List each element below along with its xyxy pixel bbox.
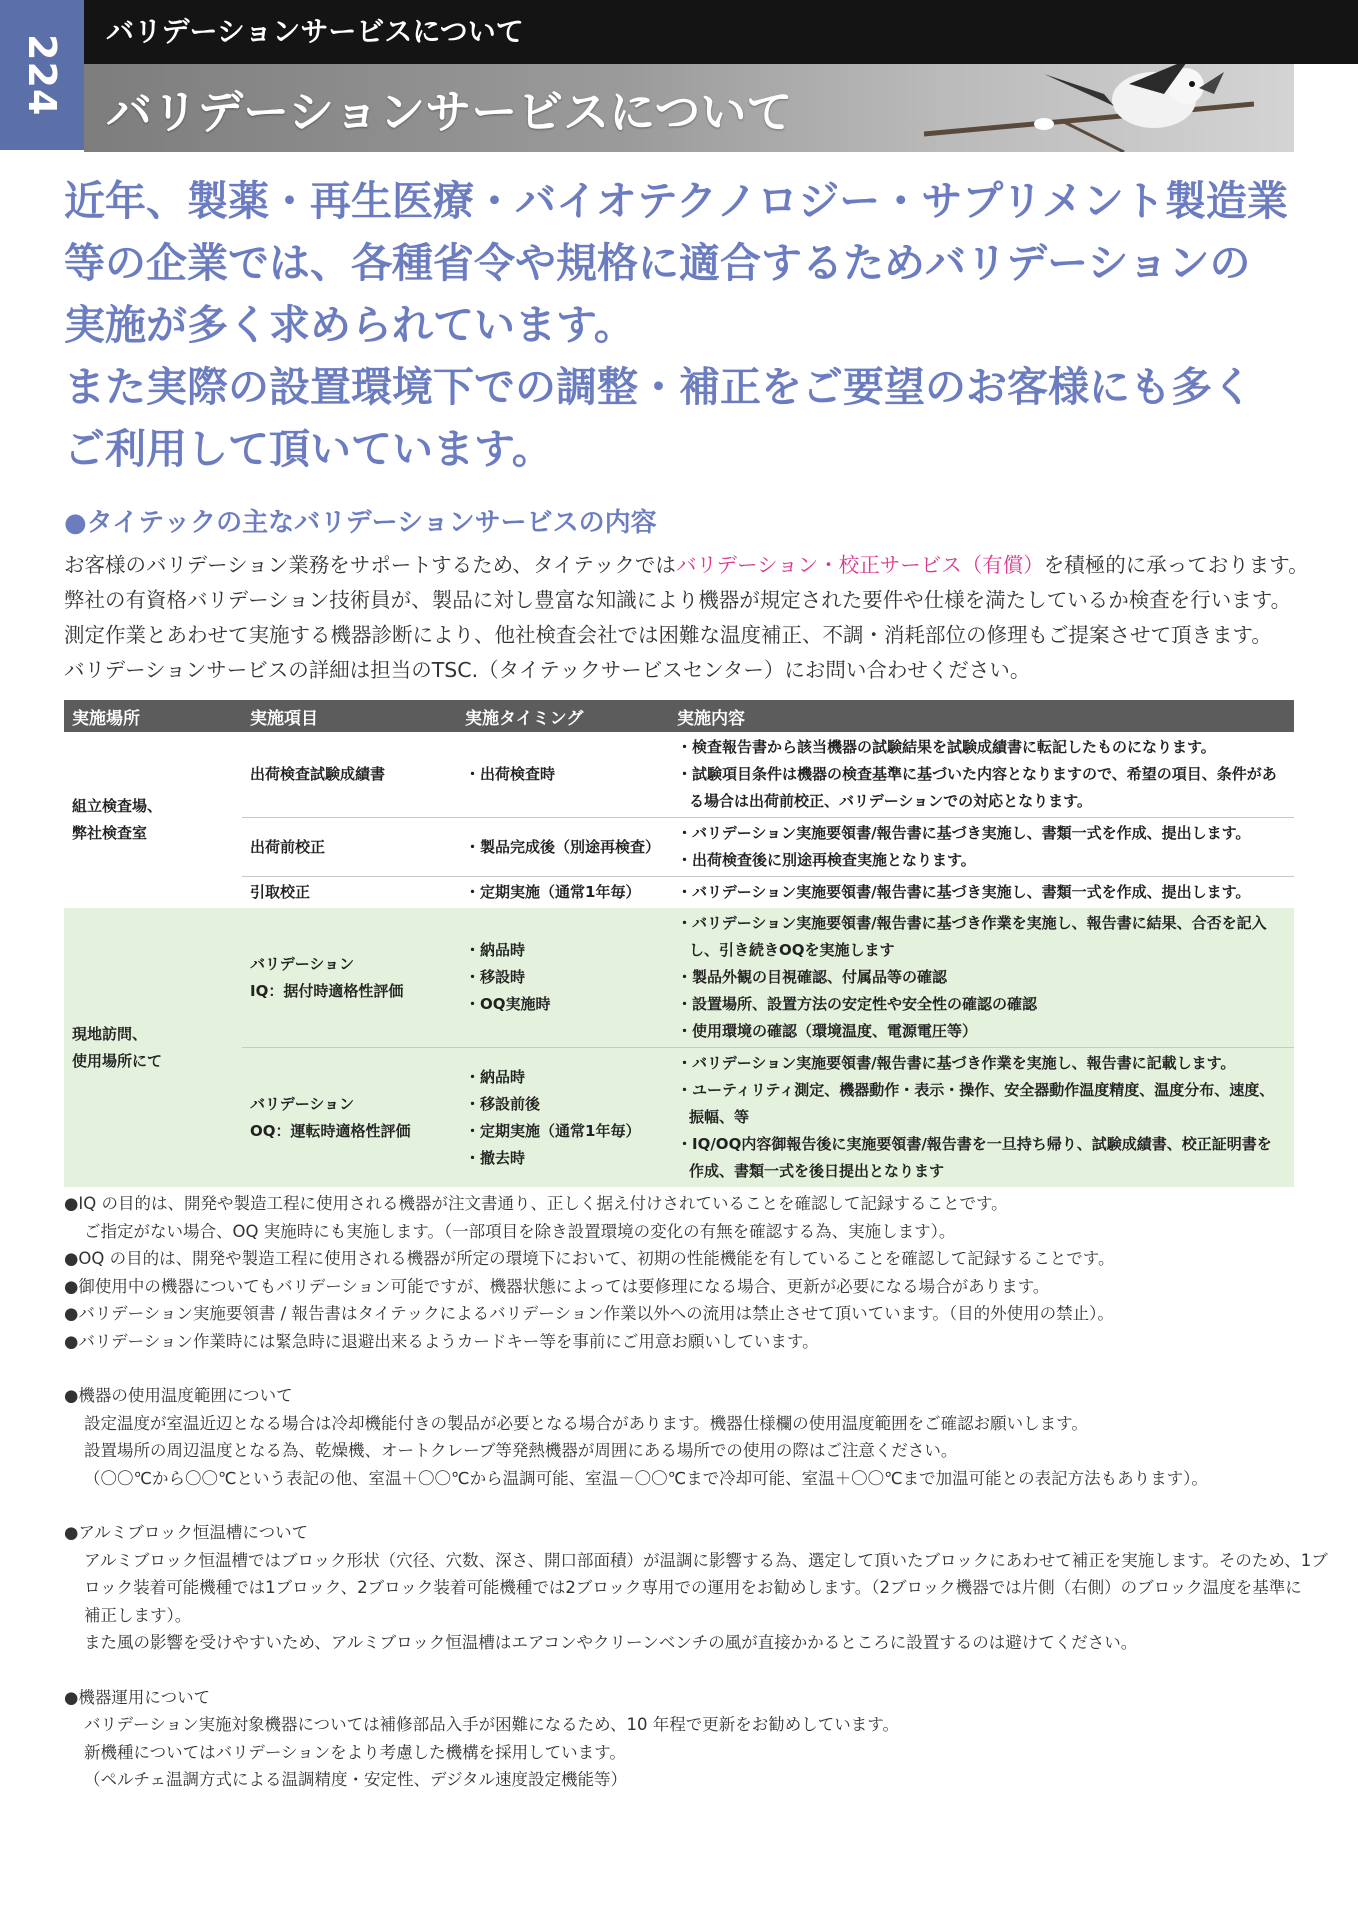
item-line: 出荷検査試験成績書 bbox=[250, 765, 386, 783]
service-table bbox=[64, 700, 1294, 1187]
content-cell bbox=[669, 1048, 1294, 1188]
note-line: アルミブロック恒温槽ではブロック形状（穴径、穴数、深さ、開口部面積）が温調に影響する為、選定して頂いたブロックにあわせて補正を実施します。そのため、1ブ bbox=[84, 1550, 1328, 1570]
item-line: 引取校正 bbox=[250, 883, 311, 901]
item-cell bbox=[242, 908, 457, 1048]
content-item: ・使用環境の確認（環境温度、電源電圧等） bbox=[677, 1022, 978, 1040]
lead-text bbox=[64, 170, 1304, 480]
place-line: 組立検査場、 bbox=[72, 797, 163, 815]
content-item: ・検査報告書から該当機器の試験結果を試験成績書に転記したものになります。 bbox=[677, 738, 1216, 756]
note-line: ご指定がない場合、OQ 実施時にも実施します。（一部項目を除き設置環境の変化の有無を確認する為、実施します）。 bbox=[84, 1221, 956, 1241]
content-cell bbox=[669, 877, 1294, 909]
note-line: ●御使用中の機器についてもバリデーション可能ですが、機器状態によっては要修理になる場合、更新が必要になる場合があります。 bbox=[64, 1276, 1050, 1296]
intro-text-part: を積極的に承っております。 bbox=[1043, 553, 1309, 577]
table-row bbox=[64, 818, 1294, 877]
place-line: 使用場所にて bbox=[72, 1051, 163, 1070]
note-line: ●IQ の目的は、開発や製造工程に使用される機器が注文書通り、正しく据え付けされていることを確認して記録することです。 bbox=[64, 1194, 1008, 1213]
timing-line: ・移設前後 bbox=[465, 1094, 541, 1113]
banner-title: バリデーションサービスについて bbox=[106, 85, 793, 139]
content-item: ・バリデーション実施要領書/報告書に基づき実施し、書類一式を作成、提出します。 bbox=[677, 883, 1251, 901]
place-line: 現地訪問、 bbox=[72, 1024, 148, 1043]
intro-text-part: お客様のバリデーション業務をサポートするため、タイテックでは bbox=[64, 553, 676, 577]
lead-line: 等の企業では、各種省令や規格に適合するためバリデーションの bbox=[64, 239, 1251, 287]
timing-cell bbox=[457, 1048, 669, 1188]
intro-line: バリデーションサービスの詳細は担当のTSC.（タイテックサービスセンター）にお問い合わせください。 bbox=[64, 658, 1031, 682]
note-line: 設置場所の周辺温度となる為、乾燥機、オートクレーブ等発熱機器が周囲にある場所での使用の際はご注意ください。 bbox=[84, 1441, 958, 1460]
timing-line: ・出荷検査時 bbox=[465, 765, 556, 783]
timing-line: ・移設時 bbox=[465, 968, 526, 986]
timing-line: ・定期実施（通常1年毎） bbox=[465, 883, 641, 901]
notes bbox=[64, 1190, 1328, 1794]
note-line: 補正します）。 bbox=[84, 1605, 192, 1625]
item-line: OQ：運転時適格性評価 bbox=[250, 1121, 411, 1140]
note-line: （ペルチェ温調方式による温調精度・安定性、デジタル速度設定機能等） bbox=[84, 1770, 628, 1789]
content-item: ・出荷検査後に別途再検査実施となります。 bbox=[677, 851, 976, 869]
lead-line: 近年、製薬・再生医療・バイオテクノロジー・サプリメント製造業 bbox=[64, 177, 1288, 225]
bird-photo-icon bbox=[924, 64, 1254, 152]
banner bbox=[84, 64, 1294, 152]
service-highlight: バリデーション・校正サービス（有償） bbox=[675, 553, 1044, 577]
item-cell bbox=[242, 877, 457, 909]
content-cell bbox=[669, 732, 1294, 818]
item-line: バリデーション bbox=[250, 954, 355, 973]
item-line: IQ：据付時適格性評価 bbox=[250, 981, 404, 1000]
timing-line: ・納品時 bbox=[465, 941, 526, 959]
item-cell bbox=[242, 818, 457, 877]
lead-line: ご利用して頂いています。 bbox=[64, 425, 553, 473]
timing-cell bbox=[457, 877, 669, 909]
header-content: 実施内容 bbox=[669, 700, 1294, 732]
content-item: ・バリデーション実施要領書/報告書に基づき作業を実施し、報告書に記載します。 bbox=[677, 1054, 1236, 1072]
header-place: 実施場所 bbox=[64, 700, 242, 732]
note-line: バリデーション実施対象機器については補修部品入手が困難になるため、10 年程で更新をお勧めしています。 bbox=[84, 1715, 899, 1734]
note-heading: ●機器運用について bbox=[64, 1687, 211, 1707]
note-line: ロック装着可能機種では1ブロック、2ブロック装着可能機種では2ブロック専用での運用をお勧めします。（2ブロック機器では片側（右側）のブロック温度を基準に bbox=[84, 1578, 1302, 1597]
intro-line: 測定作業とあわせて実施する機器診断により、他社検査会社では困難な温度補正、不調・消耗部位の修理もご提案させて頂きます。 bbox=[64, 623, 1272, 647]
timing-line: ・製品完成後（別途再検査） bbox=[465, 837, 661, 856]
content-item: ・ユーティリティ測定、機器動作・表示・操作、安全器動作温度精度、温度分布、速度、振幅、等 bbox=[677, 1081, 1275, 1126]
top-bar bbox=[84, 0, 1358, 64]
intro-line bbox=[64, 548, 1314, 583]
content-cell bbox=[669, 818, 1294, 877]
table-row bbox=[64, 732, 1294, 818]
note-line: 設定温度が室温近辺となる場合は冷却機能付きの製品が必要となる場合があります。機器仕様欄の使用温度範囲をご確認お願いします。 bbox=[84, 1413, 1088, 1433]
intro-line: 弊社の有資格バリデーション技術員が、製品に対し豊富な知識により機器が規定された要件や仕様を満たしているか検査を行います。 bbox=[64, 588, 1292, 612]
lead-line: 実施が多く求められています。 bbox=[64, 301, 635, 349]
place-cell bbox=[64, 908, 242, 1187]
content-cell bbox=[669, 908, 1294, 1048]
table-row bbox=[64, 908, 1294, 1048]
note-heading: ●アルミブロック恒温槽について bbox=[64, 1523, 309, 1542]
timing-cell bbox=[457, 818, 669, 877]
note-line: （〇〇℃から〇〇℃という表記の他、室温＋〇〇℃から温調可能、室温－〇〇℃まで冷却可能、室温＋〇〇℃まで加温可能との表記方法もあります）。 bbox=[84, 1468, 1208, 1488]
table-row bbox=[64, 877, 1294, 909]
page-number: 224 bbox=[20, 33, 64, 117]
intro-text bbox=[64, 548, 1314, 688]
content-item: ・試験項目条件は機器の検査基準に基づいた内容となりますので、希望の項目、条件がある場合は出荷前校正、バリデーションでの対応となります。 bbox=[677, 765, 1277, 810]
item-line: バリデーション bbox=[250, 1094, 355, 1113]
content-item: ・IQ/OQ内容御報告後に実施要領書/報告書を一旦持ち帰り、試験成績書、校正証明書を作成、書類一式を後日提出となります bbox=[677, 1135, 1272, 1180]
content-item: ・製品外観の目視確認、付属品等の確認 bbox=[677, 968, 948, 986]
timing-cell bbox=[457, 908, 669, 1048]
note-heading: ●機器の使用温度範囲について bbox=[64, 1386, 293, 1405]
place-line: 弊社検査室 bbox=[72, 824, 148, 842]
lead-line: また実際の設置環境下での調整・補正をご要望のお客様にも多く bbox=[64, 363, 1253, 411]
section-heading: ●タイテックの主なバリデーションサービスの内容 bbox=[64, 508, 657, 538]
table-row bbox=[64, 1048, 1294, 1188]
item-cell bbox=[242, 1048, 457, 1188]
table-header-row bbox=[64, 700, 1294, 732]
item-line: 出荷前校正 bbox=[250, 837, 326, 856]
content-item: ・設置場所、設置方法の安定性や安全性の確認の確認 bbox=[677, 995, 1038, 1013]
header-item: 実施項目 bbox=[242, 700, 457, 732]
timing-line: ・OQ実施時 bbox=[465, 995, 551, 1013]
content-item: ・バリデーション実施要領書/報告書に基づき作業を実施し、報告書に結果、合否を記入し、引き続きOQを実施します bbox=[677, 914, 1267, 959]
place-cell bbox=[64, 732, 242, 908]
timing-line: ・納品時 bbox=[465, 1067, 526, 1086]
content-item: ・バリデーション実施要領書/報告書に基づき実施し、書類一式を作成、提出します。 bbox=[677, 824, 1251, 842]
timing-line: ・定期実施（通常1年毎） bbox=[465, 1121, 641, 1140]
note-line: ●バリデーション作業時には緊急時に退避出来るようカードキー等を事前にご用意お願いしています。 bbox=[64, 1331, 819, 1351]
header-timing: 実施タイミング bbox=[457, 700, 669, 732]
note-line: ●バリデーション実施要領書 / 報告書はタイテックによるバリデーション作業以外への流用は禁止させて頂いています。（目的外使用の禁止）。 bbox=[64, 1304, 1114, 1323]
timing-cell bbox=[457, 732, 669, 818]
page-number-tab bbox=[0, 0, 84, 150]
item-cell bbox=[242, 732, 457, 818]
note-line: また風の影響を受けやすいため、アルミブロック恒温槽はエアコンやクリーンベンチの風が直接かかるところに設置するのは避けてください。 bbox=[84, 1633, 1138, 1652]
note-line: 新機種についてはバリデーションをより考慮した機構を採用しています。 bbox=[84, 1742, 626, 1762]
topbar-title: バリデーションサービスについて bbox=[106, 15, 524, 48]
timing-line: ・撤去時 bbox=[465, 1148, 526, 1167]
note-line: ●OQ の目的は、開発や製造工程に使用される機器が所定の環境下において、初期の性能機能を有していることを確認して記録することです。 bbox=[64, 1249, 1115, 1268]
